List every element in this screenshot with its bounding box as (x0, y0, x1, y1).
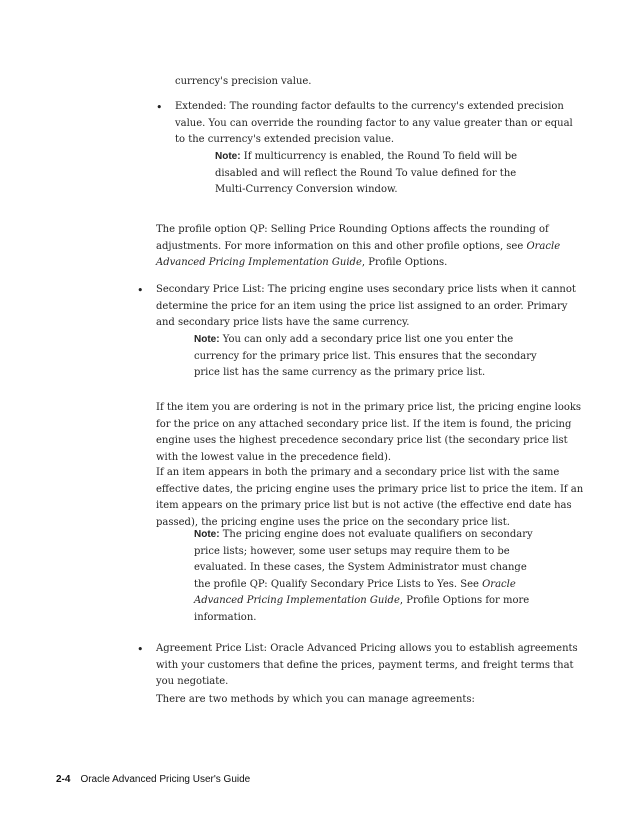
bullet-glyph: • (137, 284, 144, 297)
note-qualifiers (194, 527, 533, 626)
text-line: disabled and will reflect the Round To value defined for the (215, 167, 517, 179)
text-line: passed), the pricing engine uses the price on the secondary price list. (156, 516, 510, 528)
text-line: and secondary price lists have the same currency. (156, 317, 410, 328)
note-label: Note: (194, 529, 220, 540)
paragraph-profile-option (156, 222, 560, 272)
text-line: , Profile Options for more (399, 595, 530, 606)
bullet-glyph: • (137, 643, 144, 656)
note-label: Note: (194, 334, 220, 345)
text-line: If an item appears in both the primary and a secondary price list with the same (156, 467, 560, 478)
bullet-agreement-price-list (156, 641, 578, 691)
note-secondary-currency (194, 332, 537, 382)
text-line: price lists; however, some user setups may require them to be (194, 545, 510, 557)
note-multicurrency (215, 149, 517, 199)
book-reference: Advanced Pricing Implementation Guide (194, 595, 400, 606)
page-number: 2-4 (56, 774, 71, 785)
text-line: The pricing engine does not evaluate qualifiers on secondary (219, 529, 533, 540)
book-title: Oracle Advanced Pricing User's Guide (80, 774, 251, 785)
text-line: to the currency's extended precision value. (175, 134, 395, 145)
text-line: with the lowest value in the precedence field). (156, 451, 392, 463)
bullet-extended (175, 99, 573, 149)
text-line: item appears on the primary price list but is not active (the effective end date has (156, 500, 572, 511)
text-line: The profile option QP: Selling Price Rounding Options affects the rounding of (156, 224, 549, 235)
paragraph-both-lists (156, 465, 583, 531)
text-line: You can only add a secondary price list one you enter the (219, 334, 514, 345)
text-line: information. (194, 611, 257, 623)
text-line: adjustments. For more information on this and other profile options, see (156, 240, 527, 252)
paragraph-agreement-methods (156, 692, 475, 709)
text-line: , Profile Options. (361, 257, 448, 268)
text-line: effective dates, the pricing engine uses the primary price list to price the item. If an (156, 483, 584, 495)
book-reference: Oracle (482, 578, 516, 590)
text-line: engine uses the highest precedence secondary price list (the secondary price list (156, 435, 568, 446)
text-line: for the price on any attached secondary price list. If the item is found, the pricing (156, 418, 572, 430)
text-line: determine the price for an item using the price list assigned to an order. Primary (156, 300, 568, 312)
book-reference: Advanced Pricing Implementation Guide (156, 257, 362, 268)
text-line: price list has the same currency as the primary price list. (194, 367, 486, 378)
text-line: Secondary Price List: The pricing engine uses secondary price lists when it cannot (156, 284, 576, 295)
text-line: If multicurrency is enabled, the Round To field will be (240, 151, 518, 162)
book-reference: Oracle (526, 240, 561, 252)
text-line: with your customers that define the prices, payment terms, and freight terms that (156, 659, 574, 671)
text-line: currency for the primary price list. This ensures that the secondary (194, 350, 537, 362)
text-line: There are two methods by which you can manage agreements: (156, 694, 475, 705)
text-line: evaluated. In these cases, the System Administrator must change (194, 562, 527, 573)
text-line: the profile QP: Qualify Secondary Price Lists to Yes. See (194, 578, 483, 590)
note-label: Note: (215, 151, 241, 162)
paragraph-item-lookup (156, 400, 581, 466)
bullet-secondary-price-list (156, 282, 576, 332)
page-footer (56, 774, 250, 785)
text-line: Multi-Currency Conversion window. (215, 184, 398, 195)
text-line: currency's precision value. (175, 76, 312, 87)
text-line: Agreement Price List: Oracle Advanced Pricing allows you to establish agreements (156, 643, 578, 654)
bullet-glyph: • (156, 101, 163, 114)
text-line: you negotiate. (156, 676, 229, 687)
continuation-text (175, 74, 311, 91)
text-line: value. You can override the rounding factor to any value greater than or equal (175, 117, 573, 129)
text-line: If the item you are ordering is not in the primary price list, the pricing engine looks (156, 402, 582, 413)
text-line: Extended: The rounding factor defaults to the currency's extended precision (175, 101, 564, 112)
